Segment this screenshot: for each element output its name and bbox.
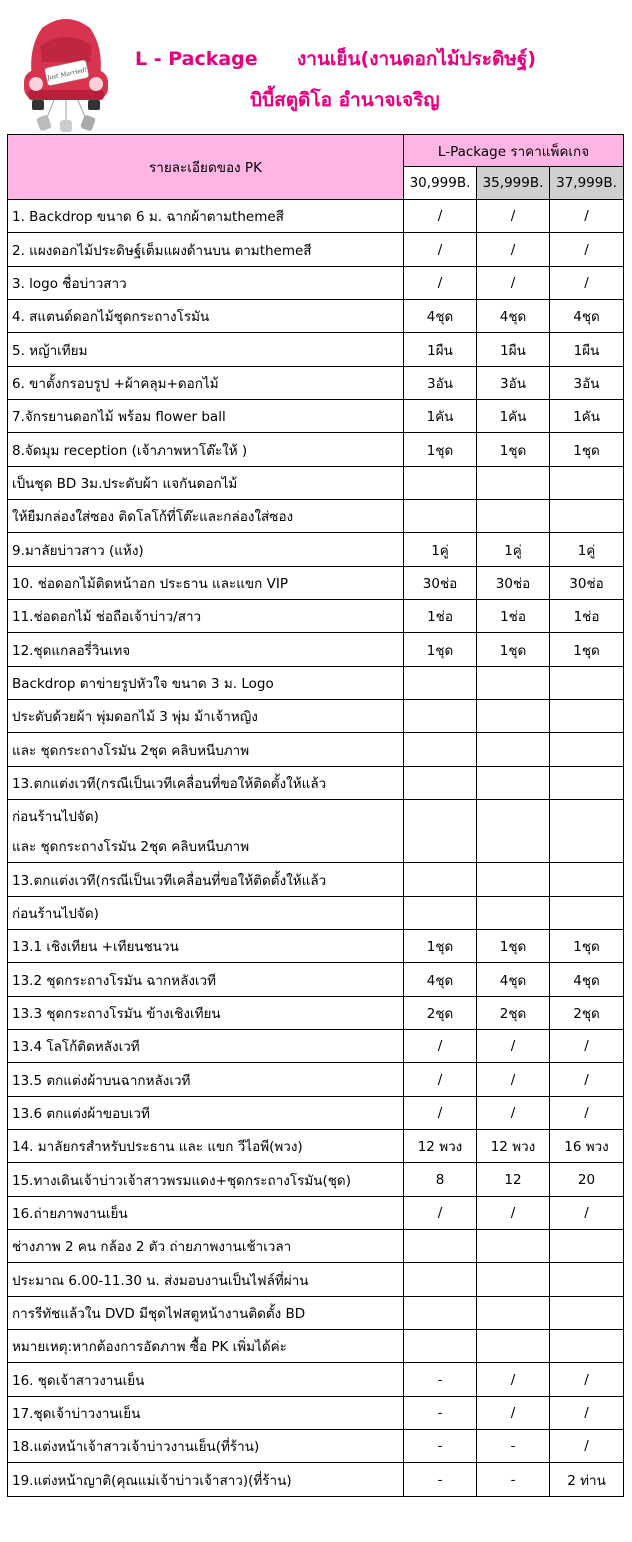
row-value: 12 พวง <box>477 1130 550 1163</box>
row-label: Backdrop ตาข่ายรูปหัวใจ ขนาด 3 ม. Logo <box>8 667 404 700</box>
row-value: 1ชุด <box>477 633 550 667</box>
row-label: 6. ขาตั้งกรอบรูป +ผ้าคลุม+ดอกไม้ <box>8 367 404 400</box>
row-value: 30ช่อ <box>477 567 550 600</box>
price-header: L-Package ราคาแพ็คเกจ <box>404 135 624 167</box>
event-name: งานเย็น(งานดอกไม้ประดิษฐ์) <box>297 48 537 70</box>
row-label: 13.ตกแต่งเวที(กรณีเป็นเวทีเคลื่อนที่ขอให้ติดตั้งให้แล้ว <box>8 863 404 897</box>
table-row <box>8 1030 624 1063</box>
table-row <box>8 1363 624 1397</box>
row-value <box>550 897 624 930</box>
table-row <box>8 800 624 863</box>
row-value: 1ชุด <box>550 433 624 467</box>
row-label: และ ชุดกระถางโรมัน 2ชุด คลิบหนีบภาพ <box>8 733 404 767</box>
row-value: 1คู่ <box>477 533 550 567</box>
row-value <box>550 500 624 533</box>
table-row <box>8 1230 624 1263</box>
table-row <box>8 367 624 400</box>
row-value <box>550 767 624 800</box>
table-row <box>8 1097 624 1130</box>
row-value: 1ช่อ <box>550 600 624 633</box>
row-value: 8 <box>404 1163 477 1197</box>
price-cell: 30,999B. <box>404 167 477 200</box>
row-value <box>477 667 550 700</box>
table-row <box>8 333 624 367</box>
row-value: 2ชุด <box>477 997 550 1030</box>
row-label: 13.4 โลโก้ติดหลังเวที <box>8 1030 404 1063</box>
row-value: / <box>477 1030 550 1063</box>
row-value: / <box>404 1063 477 1097</box>
row-value <box>550 700 624 733</box>
row-value: 20 <box>550 1163 624 1197</box>
row-value <box>404 1230 477 1263</box>
table-row <box>8 963 624 997</box>
row-value: 1คัน <box>550 400 624 433</box>
row-value: 1ช่อ <box>477 600 550 633</box>
row-value: / <box>550 1097 624 1130</box>
row-value <box>404 500 477 533</box>
row-value <box>404 467 477 500</box>
row-label: 1. Backdrop ขนาด 6 ม. ฉากผ้าตามthemeสี <box>8 200 404 233</box>
table-row <box>8 700 624 733</box>
table-row <box>8 1297 624 1330</box>
row-value <box>477 500 550 533</box>
row-value <box>477 467 550 500</box>
page-header <box>0 0 632 132</box>
price-cell: 37,999B. <box>550 167 624 200</box>
row-label: 9.มาลัยบ่าวสาว (แห้ง) <box>8 533 404 567</box>
table-row <box>8 400 624 433</box>
row-value <box>404 863 477 897</box>
row-value: / <box>550 233 624 267</box>
row-value: 30ช่อ <box>550 567 624 600</box>
row-label: 13.6 ตกแต่งผ้าขอบเวที <box>8 1097 404 1130</box>
row-label: 13.5 ตกแต่งผ้าบนฉากหลังเวที <box>8 1063 404 1097</box>
row-value: 1ชุด <box>404 433 477 467</box>
row-label: 12.ชุดแกลอรี่วินเทจ <box>8 633 404 667</box>
row-value: 4ชุด <box>404 300 477 333</box>
row-value: / <box>404 1030 477 1063</box>
row-value: / <box>404 1197 477 1230</box>
row-value <box>404 667 477 700</box>
table-row <box>8 767 624 800</box>
row-value: 1คัน <box>477 400 550 433</box>
row-value <box>550 733 624 767</box>
table-row <box>8 233 624 267</box>
row-value <box>404 733 477 767</box>
row-label: 18.แต่งหน้าเจ้าสาวเจ้าบ่าวงานเย็น(ที่ร้าน) <box>8 1430 404 1463</box>
row-value <box>477 733 550 767</box>
package-table <box>7 134 624 1497</box>
row-value: / <box>550 1430 624 1463</box>
row-label: 16.ถ่ายภาพงานเย็น <box>8 1197 404 1230</box>
row-label: 8.จัดมุม reception (เจ้าภาพหาโต๊ะให้ ) <box>8 433 404 467</box>
row-value: 1ชุด <box>477 930 550 963</box>
row-label-line: ก่อนร้านไปจัด) <box>12 809 99 825</box>
table-row <box>8 1063 624 1097</box>
row-label: 4. สแตนด์ดอกไม้ชุดกระถางโรมัน <box>8 300 404 333</box>
table-header-row <box>8 135 624 167</box>
row-value: 1คู่ <box>404 533 477 567</box>
row-value <box>550 467 624 500</box>
row-value <box>550 1263 624 1297</box>
row-value <box>404 1263 477 1297</box>
row-value <box>477 767 550 800</box>
row-value <box>477 1330 550 1363</box>
row-value: / <box>550 1063 624 1097</box>
row-value: / <box>477 1397 550 1430</box>
row-value: - <box>404 1430 477 1463</box>
table-row <box>8 200 624 233</box>
row-label: 2. แผงดอกไม้ประดิษฐ์เต็มแผงด้านบน ตามthemeสี <box>8 233 404 267</box>
row-value <box>477 1297 550 1330</box>
row-value: 1คู่ <box>550 533 624 567</box>
row-value: / <box>477 1197 550 1230</box>
row-value: / <box>550 1397 624 1430</box>
row-value: 2ชุด <box>404 997 477 1030</box>
row-label: ก่อนร้านไปจัด) <box>8 897 404 930</box>
row-label-line: และ ชุดกระถางโรมัน 2ชุด คลิบหนีบภาพ <box>12 839 250 855</box>
table-row <box>8 733 624 767</box>
row-value: / <box>404 200 477 233</box>
row-label: 3. logo ชื่อบ่าวสาว <box>8 267 404 300</box>
row-value: 1ผืน <box>404 333 477 367</box>
row-value: 2ชุด <box>550 997 624 1030</box>
row-value: 4ชุด <box>477 300 550 333</box>
row-label: 17.ชุดเจ้าบ่าวงานเย็น <box>8 1397 404 1430</box>
row-value: / <box>550 267 624 300</box>
row-value: / <box>550 1030 624 1063</box>
row-label: ให้ยืมกล่องใส่ซอง ติดโลโก้ที่โต๊ะและกล่องใส่ซอง <box>8 500 404 533</box>
row-label: 19.แต่งหน้าญาติ(คุณแม่เจ้าบ่าวเจ้าสาว)(ที่ร้าน) <box>8 1463 404 1497</box>
row-value <box>550 1330 624 1363</box>
row-label: 14. มาลัยกรสำหรับประธาน และ แขก วีไอพี(พวง) <box>8 1130 404 1163</box>
table-row <box>8 500 624 533</box>
row-value <box>477 1263 550 1297</box>
row-value: 1ชุด <box>550 633 624 667</box>
table-row <box>8 600 624 633</box>
row-value: 1ผืน <box>550 333 624 367</box>
row-value: 1ชุด <box>477 433 550 467</box>
row-value <box>550 863 624 897</box>
row-value: 1คัน <box>404 400 477 433</box>
table-row <box>8 433 624 467</box>
row-value: / <box>477 1063 550 1097</box>
row-value: - <box>404 1463 477 1497</box>
price-cell: 35,999B. <box>477 167 550 200</box>
table-row <box>8 467 624 500</box>
row-value: 12 พวง <box>404 1130 477 1163</box>
table-row <box>8 897 624 930</box>
row-value: - <box>477 1430 550 1463</box>
row-value: 16 พวง <box>550 1130 624 1163</box>
table-row <box>8 533 624 567</box>
row-value <box>404 800 477 863</box>
row-value: / <box>550 1363 624 1397</box>
row-label: ประดับด้วยผ้า พุ่มดอกไม้ 3 พุ่ม ม้าเจ้าหญิง <box>8 700 404 733</box>
table-row <box>8 1397 624 1430</box>
row-value <box>477 863 550 897</box>
row-value <box>404 767 477 800</box>
row-label: 15.ทางเดินเจ้าบ่าวเจ้าสาวพรมแดง+ชุดกระถางโรมัน(ชุด) <box>8 1163 404 1197</box>
row-value: / <box>550 200 624 233</box>
table-row <box>8 1330 624 1363</box>
row-value: 3อัน <box>404 367 477 400</box>
row-value: / <box>477 200 550 233</box>
row-value: - <box>477 1463 550 1497</box>
row-value: / <box>404 233 477 267</box>
row-value: 1ชุด <box>550 930 624 963</box>
wedding-car-icon <box>18 8 114 132</box>
row-value: 12 <box>477 1163 550 1197</box>
row-value <box>550 1297 624 1330</box>
table-row <box>8 1463 624 1497</box>
row-value: 4ชุด <box>477 963 550 997</box>
row-label: 13.1 เชิงเทียน +เทียนชนวน <box>8 930 404 963</box>
row-label: 13.3 ชุดกระถางโรมัน ข้างเชิงเทียน <box>8 997 404 1030</box>
row-value <box>550 800 624 863</box>
table-row <box>8 1130 624 1163</box>
row-value: / <box>477 267 550 300</box>
row-label: 13.2 ชุดกระถางโรมัน ฉากหลังเวที <box>8 963 404 997</box>
row-value <box>477 800 550 863</box>
row-label: 5. หญ้าเทียม <box>8 333 404 367</box>
table-row <box>8 1430 624 1463</box>
package-name: L - Package <box>135 48 258 70</box>
row-value: 2 ท่าน <box>550 1463 624 1497</box>
row-value: / <box>550 1197 624 1230</box>
row-value: 4ชุด <box>404 963 477 997</box>
row-label: 7.จักรยานดอกไม้ พร้อม flower ball <box>8 400 404 433</box>
row-label: ประมาณ 6.00-11.30 น. ส่งมอบงานเป็นไฟล์ที่ผ่าน <box>8 1263 404 1297</box>
row-label <box>8 800 404 863</box>
row-value: 4ชุด <box>550 963 624 997</box>
table-row <box>8 300 624 333</box>
table-row <box>8 1197 624 1230</box>
row-value <box>550 667 624 700</box>
row-value: 1ผืน <box>477 333 550 367</box>
detail-header: รายละเอียดของ PK <box>8 135 404 200</box>
row-value: 1ช่อ <box>404 600 477 633</box>
row-label: 10. ช่อดอกไม้ติดหน้าอก ประธาน และแขก VIP <box>8 567 404 600</box>
table-row <box>8 863 624 897</box>
row-value: / <box>477 1097 550 1130</box>
row-label: ช่างภาพ 2 คน กล้อง 2 ตัว ถ่ายภาพงานเช้าเวลา <box>8 1230 404 1263</box>
table-row <box>8 267 624 300</box>
row-label: 13.ตกแต่งเวที(กรณีเป็นเวทีเคลื่อนที่ขอให้ติดตั้งให้แล้ว <box>8 767 404 800</box>
row-value: 4ชุด <box>550 300 624 333</box>
table-row <box>8 997 624 1030</box>
table-row <box>8 633 624 667</box>
page-title <box>135 44 536 74</box>
row-value: / <box>477 1363 550 1397</box>
table-row <box>8 667 624 700</box>
row-value <box>404 1297 477 1330</box>
table-row <box>8 1263 624 1297</box>
table-row <box>8 1163 624 1197</box>
row-label: 16. ชุดเจ้าสาวงานเย็น <box>8 1363 404 1397</box>
row-label: เป็นชุด BD 3ม.ประดับผ้า แจกันดอกไม้ <box>8 467 404 500</box>
table-row <box>8 567 624 600</box>
row-value <box>404 700 477 733</box>
row-label: หมายเหตุ:หากต้องการอัดภาพ ซื้อ PK เพิ่มได้ค่ะ <box>8 1330 404 1363</box>
row-value: 1ชุด <box>404 633 477 667</box>
row-value: 30ช่อ <box>404 567 477 600</box>
row-value <box>477 1230 550 1263</box>
row-value <box>477 700 550 733</box>
row-value: 3อัน <box>550 367 624 400</box>
row-value: / <box>404 267 477 300</box>
row-value <box>404 897 477 930</box>
row-value: 3อัน <box>477 367 550 400</box>
row-value <box>477 897 550 930</box>
row-value <box>404 1330 477 1363</box>
row-label: 11.ช่อดอกไม้ ช่อถือเจ้าบ่าว/สาว <box>8 600 404 633</box>
table-row <box>8 930 624 963</box>
row-value: - <box>404 1363 477 1397</box>
row-value: / <box>477 233 550 267</box>
row-value: 1ชุด <box>404 930 477 963</box>
studio-name: บิบี้สตูดิโอ อำนาจเจริญ <box>250 89 440 111</box>
row-value: / <box>404 1097 477 1130</box>
row-value: - <box>404 1397 477 1430</box>
car-sign-text: Just Married! <box>46 66 88 82</box>
row-label: การรีทัชแล้วใน DVD มีชุดไฟสตูหน้างานติดตั้ง BD <box>8 1297 404 1330</box>
row-value <box>550 1230 624 1263</box>
